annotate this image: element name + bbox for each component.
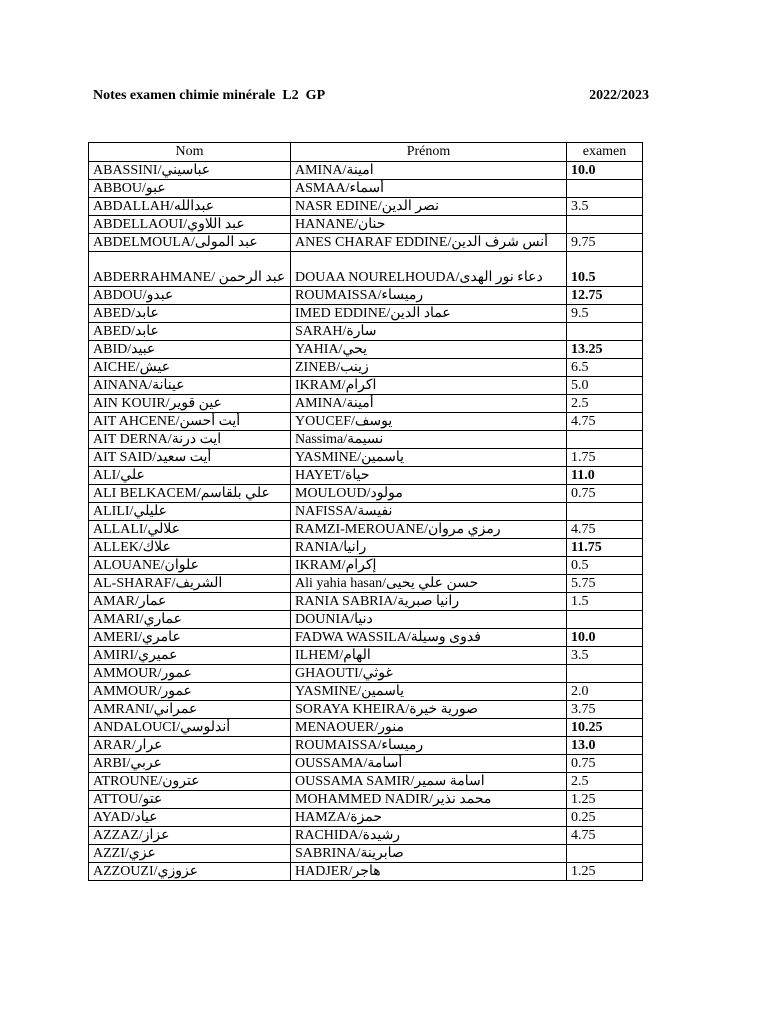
cell-prenom: ROUMAISSA/رميساء bbox=[291, 287, 567, 305]
cell-examen: 1.5 bbox=[567, 593, 643, 611]
table-row bbox=[89, 665, 643, 683]
table-row bbox=[89, 234, 643, 252]
cell-examen bbox=[567, 665, 643, 683]
table-row bbox=[89, 413, 643, 431]
cell-nom: ALI BELKACEM/علي بلقاسم bbox=[89, 485, 291, 503]
cell-prenom: YAHIA/يحي bbox=[291, 341, 567, 359]
table-row bbox=[89, 701, 643, 719]
cell-examen: 6.5 bbox=[567, 359, 643, 377]
cell-prenom: YASMINE/ياسمين bbox=[291, 449, 567, 467]
cell-nom: AZZAZ/عزاز bbox=[89, 827, 291, 845]
cell-nom: AIT AHCENE/أيت أحسن bbox=[89, 413, 291, 431]
cell-prenom: ILHEM/الهام bbox=[291, 647, 567, 665]
cell-examen: 11.0 bbox=[567, 467, 643, 485]
cell-nom: ATTOU/عتو bbox=[89, 791, 291, 809]
cell-nom: AINANA/عينانة bbox=[89, 377, 291, 395]
cell-nom: ABDERRAHMANE/ عبد الرحمن bbox=[89, 252, 291, 287]
table-row bbox=[89, 827, 643, 845]
cell-nom: AIT DERNA/ايت درنة bbox=[89, 431, 291, 449]
cell-nom: AIT SAID/أيت سعيد bbox=[89, 449, 291, 467]
table-row bbox=[89, 431, 643, 449]
cell-examen: 1.25 bbox=[567, 863, 643, 881]
cell-nom: ABDOU/عبدو bbox=[89, 287, 291, 305]
cell-prenom: IKRAM/إكرام bbox=[291, 557, 567, 575]
cell-nom: AMERI/عامري bbox=[89, 629, 291, 647]
cell-examen: 10.0 bbox=[567, 629, 643, 647]
table-row bbox=[89, 485, 643, 503]
cell-examen: 2.0 bbox=[567, 683, 643, 701]
table-row bbox=[89, 521, 643, 539]
document-header bbox=[93, 88, 649, 108]
table-row bbox=[89, 863, 643, 881]
cell-nom: AMMOUR/عمور bbox=[89, 665, 291, 683]
cell-nom: ARAR/عرار bbox=[89, 737, 291, 755]
cell-examen: 3.75 bbox=[567, 701, 643, 719]
cell-nom: ALI/علي bbox=[89, 467, 291, 485]
cell-examen: 10.0 bbox=[567, 162, 643, 180]
cell-nom: ABED/عابد bbox=[89, 305, 291, 323]
table-row bbox=[89, 755, 643, 773]
cell-nom: AMRANI/عمراني bbox=[89, 701, 291, 719]
cell-examen: 13.25 bbox=[567, 341, 643, 359]
cell-nom: ALILI/عليلي bbox=[89, 503, 291, 521]
cell-nom: ATROUNE/عترون bbox=[89, 773, 291, 791]
table-row bbox=[89, 287, 643, 305]
cell-examen: 11.75 bbox=[567, 539, 643, 557]
cell-prenom: RAMZI-MEROUANE/رمزي مروان bbox=[291, 521, 567, 539]
cell-prenom: YOUCEF/يوسف bbox=[291, 413, 567, 431]
cell-prenom: Nassima/نسيمة bbox=[291, 431, 567, 449]
cell-prenom: NAFISSA/نفيسة bbox=[291, 503, 567, 521]
cell-prenom: HADJER/هاجر bbox=[291, 863, 567, 881]
cell-nom: ARBI/عربي bbox=[89, 755, 291, 773]
cell-nom: ANDALOUCI/أندلوسي bbox=[89, 719, 291, 737]
cell-examen: 3.5 bbox=[567, 647, 643, 665]
cell-examen: 3.5 bbox=[567, 198, 643, 216]
cell-examen bbox=[567, 431, 643, 449]
table-row bbox=[89, 557, 643, 575]
cell-examen bbox=[567, 503, 643, 521]
table-header-row bbox=[89, 143, 643, 162]
cell-prenom: HANANE/حنان bbox=[291, 216, 567, 234]
cell-examen: 10.5 bbox=[567, 252, 643, 287]
table-row bbox=[89, 323, 643, 341]
cell-examen bbox=[567, 611, 643, 629]
cell-nom: AL-SHARAF/الشريف bbox=[89, 575, 291, 593]
cell-prenom: IMED EDDINE/عماد الدين bbox=[291, 305, 567, 323]
table-row bbox=[89, 305, 643, 323]
cell-prenom: SARAH/سارة bbox=[291, 323, 567, 341]
table-row bbox=[89, 611, 643, 629]
table-row bbox=[89, 647, 643, 665]
academic-year: 2022/2023 bbox=[589, 88, 649, 103]
grades-table bbox=[88, 142, 643, 881]
cell-examen: 12.75 bbox=[567, 287, 643, 305]
table-row bbox=[89, 359, 643, 377]
cell-examen: 0.5 bbox=[567, 557, 643, 575]
cell-prenom: HAYET/حياة bbox=[291, 467, 567, 485]
cell-prenom: ASMAA/أسماء bbox=[291, 180, 567, 198]
cell-examen: 4.75 bbox=[567, 413, 643, 431]
cell-prenom: AMINA/امينة bbox=[291, 162, 567, 180]
cell-prenom: ANES CHARAF EDDINE/أنس شرف الدين bbox=[291, 234, 567, 252]
cell-examen bbox=[567, 180, 643, 198]
cell-examen: 2.5 bbox=[567, 395, 643, 413]
cell-examen bbox=[567, 845, 643, 863]
column-header-nom: Nom bbox=[89, 143, 291, 162]
cell-examen: 10.25 bbox=[567, 719, 643, 737]
cell-nom: AZZI/عزي bbox=[89, 845, 291, 863]
cell-examen: 9.5 bbox=[567, 305, 643, 323]
cell-prenom: ROUMAISSA/رميساء bbox=[291, 737, 567, 755]
cell-prenom: OUSSAMA SAMIR/اسامة سمير bbox=[291, 773, 567, 791]
cell-examen bbox=[567, 216, 643, 234]
cell-examen: 4.75 bbox=[567, 521, 643, 539]
cell-prenom: IKRAM/اكرام bbox=[291, 377, 567, 395]
cell-prenom: RANIA/رانيا bbox=[291, 539, 567, 557]
cell-nom: AMIRI/عميري bbox=[89, 647, 291, 665]
table-row bbox=[89, 162, 643, 180]
cell-examen: 2.5 bbox=[567, 773, 643, 791]
table-row bbox=[89, 395, 643, 413]
table-row bbox=[89, 791, 643, 809]
cell-prenom: MENAOUER/منور bbox=[291, 719, 567, 737]
table-row bbox=[89, 719, 643, 737]
table-row bbox=[89, 773, 643, 791]
cell-examen: 1.25 bbox=[567, 791, 643, 809]
cell-prenom: MOHAMMED NADIR/محمد نذير bbox=[291, 791, 567, 809]
cell-examen bbox=[567, 323, 643, 341]
cell-nom: AMAR/عمار bbox=[89, 593, 291, 611]
cell-examen: 13.0 bbox=[567, 737, 643, 755]
column-header-prenom: Prénom bbox=[291, 143, 567, 162]
table-row bbox=[89, 449, 643, 467]
cell-prenom: RANIA SABRIA/رانيا صبرية bbox=[291, 593, 567, 611]
column-header-examen: examen bbox=[567, 143, 643, 162]
cell-examen: 4.75 bbox=[567, 827, 643, 845]
table-row bbox=[89, 737, 643, 755]
cell-nom: AYAD/عياد bbox=[89, 809, 291, 827]
table-row bbox=[89, 809, 643, 827]
cell-examen: 5.75 bbox=[567, 575, 643, 593]
cell-prenom: RACHIDA/رشيدة bbox=[291, 827, 567, 845]
table-row bbox=[89, 467, 643, 485]
cell-nom: ALOUANE/علوان bbox=[89, 557, 291, 575]
table-row bbox=[89, 252, 643, 287]
cell-prenom: SABRINA/صابرينة bbox=[291, 845, 567, 863]
cell-nom: AICHE/عيش bbox=[89, 359, 291, 377]
cell-nom: ALLEK/علاك bbox=[89, 539, 291, 557]
cell-nom: AIN KOUIR/عين قوير bbox=[89, 395, 291, 413]
table-row bbox=[89, 629, 643, 647]
cell-nom: ABED/عابد bbox=[89, 323, 291, 341]
cell-prenom: Ali yahia hasan/حسن علي يحيى bbox=[291, 575, 567, 593]
cell-nom: ABDELLAOUI/عبد اللاوي bbox=[89, 216, 291, 234]
table-row bbox=[89, 503, 643, 521]
cell-prenom: SORAYA KHEIRA/صورية خيرة bbox=[291, 701, 567, 719]
table-row bbox=[89, 341, 643, 359]
cell-prenom: AMINA/أمينة bbox=[291, 395, 567, 413]
cell-prenom: YASMINE/ياسمين bbox=[291, 683, 567, 701]
table-row bbox=[89, 198, 643, 216]
cell-examen: 9.75 bbox=[567, 234, 643, 252]
grades-table-body bbox=[89, 162, 643, 881]
table-row bbox=[89, 180, 643, 198]
table-row bbox=[89, 216, 643, 234]
table-row bbox=[89, 845, 643, 863]
cell-examen: 0.75 bbox=[567, 755, 643, 773]
cell-nom: AZZOUZI/عزوزي bbox=[89, 863, 291, 881]
cell-nom: ABID/عبيد bbox=[89, 341, 291, 359]
table-row bbox=[89, 377, 643, 395]
document-title: Notes examen chimie minérale L2 GP bbox=[93, 88, 326, 103]
cell-nom: ABDALLAH/عبدالله bbox=[89, 198, 291, 216]
cell-prenom: FADWA WASSILA/فدوى وسيلة bbox=[291, 629, 567, 647]
cell-nom: ABBOU/عبو bbox=[89, 180, 291, 198]
cell-examen: 0.75 bbox=[567, 485, 643, 503]
cell-prenom: MOULOUD/مولود bbox=[291, 485, 567, 503]
table-row bbox=[89, 683, 643, 701]
cell-examen: 1.75 bbox=[567, 449, 643, 467]
cell-examen: 0.25 bbox=[567, 809, 643, 827]
cell-prenom: NASR EDINE/نصر الدين bbox=[291, 198, 567, 216]
table-row bbox=[89, 575, 643, 593]
cell-nom: ABASSINI/عباسيني bbox=[89, 162, 291, 180]
cell-nom: ALLALI/علالي bbox=[89, 521, 291, 539]
cell-prenom: DOUAA NOURELHOUDA/دعاء نور الهدى bbox=[291, 252, 567, 287]
cell-nom: ABDELMOULA/عبد المولى bbox=[89, 234, 291, 252]
cell-nom: AMARI/عماري bbox=[89, 611, 291, 629]
table-row bbox=[89, 539, 643, 557]
cell-prenom: GHAOUTI/غوثي bbox=[291, 665, 567, 683]
cell-prenom: OUSSAMA/أسامة bbox=[291, 755, 567, 773]
cell-nom: AMMOUR/عمور bbox=[89, 683, 291, 701]
cell-examen: 5.0 bbox=[567, 377, 643, 395]
cell-prenom: ZINEB/زينب bbox=[291, 359, 567, 377]
cell-prenom: DOUNIA/دنيا bbox=[291, 611, 567, 629]
cell-prenom: HAMZA/حمزة bbox=[291, 809, 567, 827]
table-row bbox=[89, 593, 643, 611]
